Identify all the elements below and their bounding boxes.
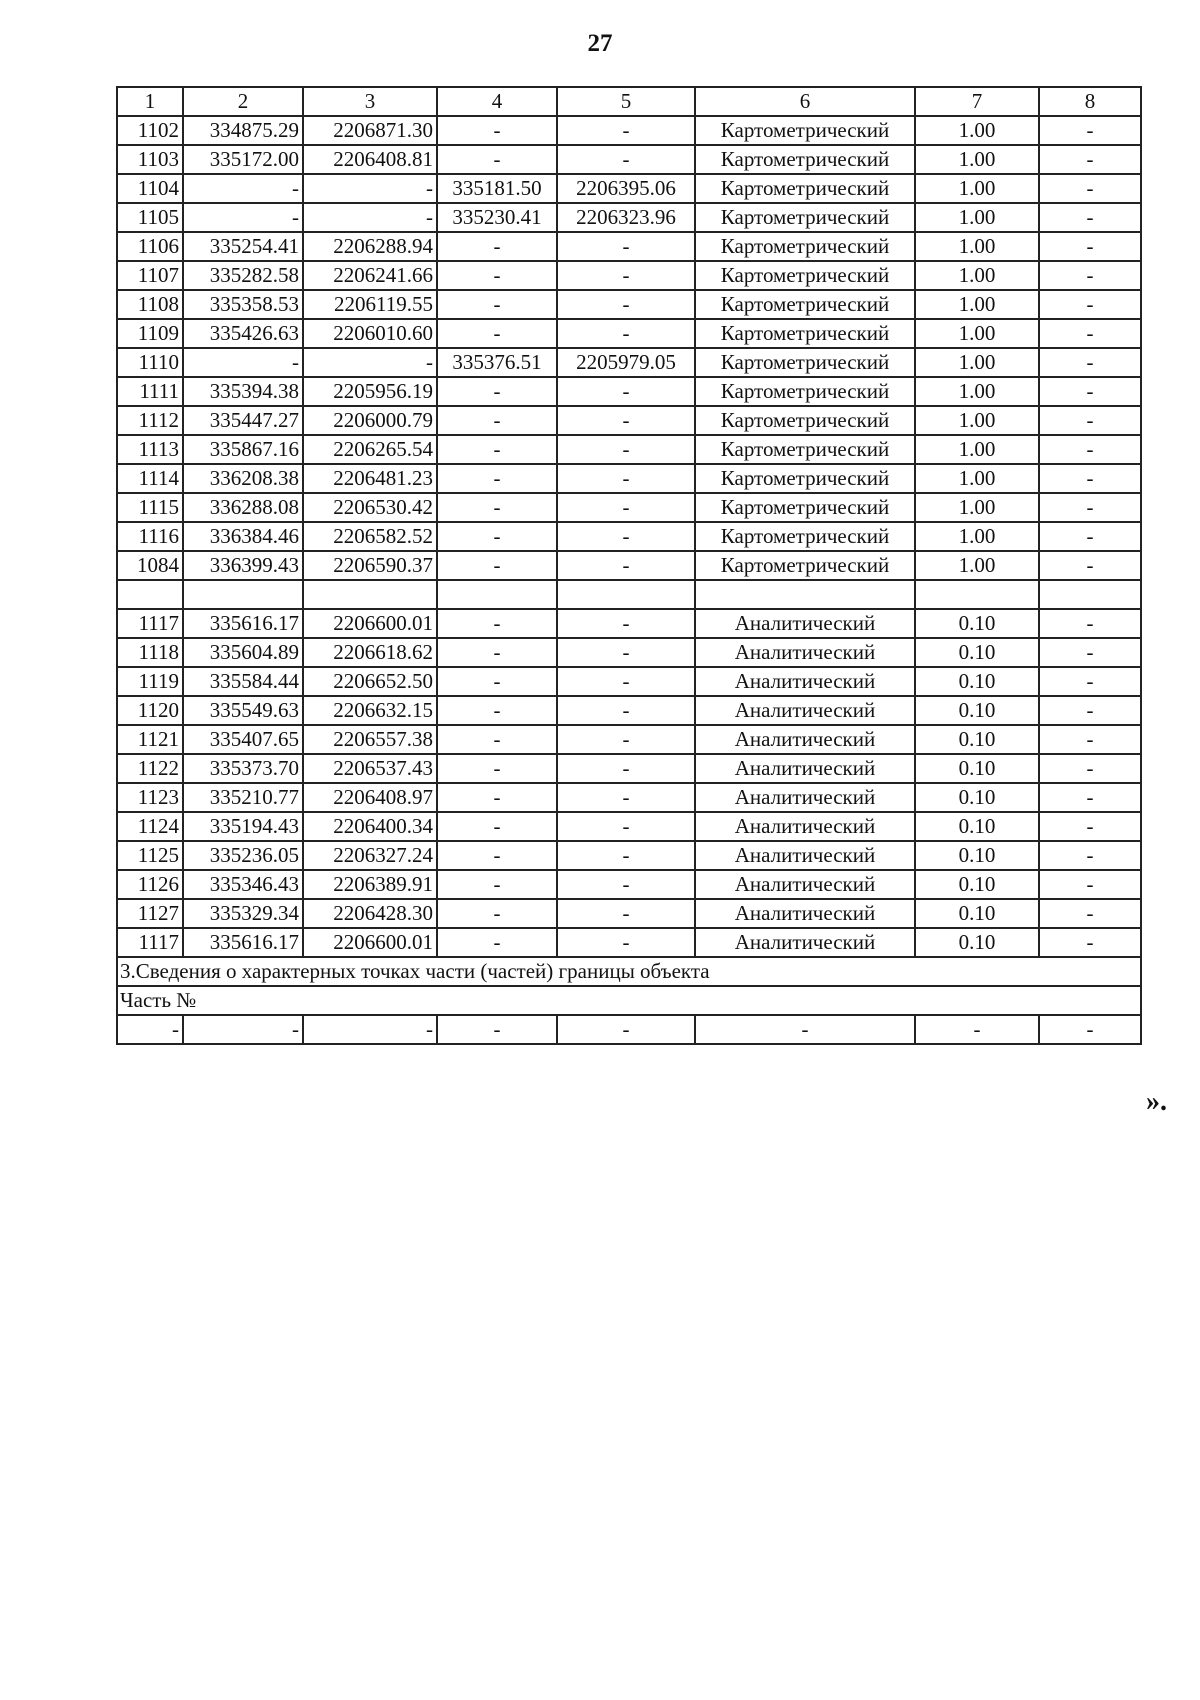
table-cell: 0.10: [915, 899, 1039, 928]
column-number-row: [117, 87, 1141, 116]
table-cell: Аналитический: [695, 812, 915, 841]
table-cell: 335604.89: [183, 638, 303, 667]
table-cell: -: [557, 435, 695, 464]
table-cell: 336384.46: [183, 522, 303, 551]
table-cell: 1112: [117, 406, 183, 435]
table-cell: 2206119.55: [303, 290, 437, 319]
table-cell: -: [1039, 232, 1141, 261]
table-cell: 1.00: [915, 319, 1039, 348]
table-cell: -: [557, 406, 695, 435]
table-cell: 335376.51: [437, 348, 557, 377]
table-cell: 335426.63: [183, 319, 303, 348]
table-cell: -: [1039, 638, 1141, 667]
table-cell: Картометрический: [695, 261, 915, 290]
table-row: [117, 377, 1141, 406]
table-cell: Картометрический: [695, 377, 915, 406]
table-cell: 2206600.01: [303, 928, 437, 957]
table-cell: -: [1039, 725, 1141, 754]
page-number: 27: [587, 30, 613, 57]
table-cell: -: [557, 464, 695, 493]
table-cell: -: [557, 696, 695, 725]
table-cell: 335210.77: [183, 783, 303, 812]
table-cell: -: [1039, 551, 1141, 580]
table-cell: 0.10: [915, 870, 1039, 899]
table-cell: 2206323.96: [557, 203, 695, 232]
table-cell: -: [695, 1015, 915, 1044]
table-cell: Картометрический: [695, 406, 915, 435]
table-cell: 1114: [117, 464, 183, 493]
table-cell: Аналитический: [695, 609, 915, 638]
table-row: [117, 145, 1141, 174]
table-cell: 2206265.54: [303, 435, 437, 464]
table-cell: -: [1039, 377, 1141, 406]
table-cell: 0.10: [915, 638, 1039, 667]
table-row: [117, 406, 1141, 435]
table-cell: 1118: [117, 638, 183, 667]
table-cell: -: [557, 522, 695, 551]
table-cell: -: [1039, 522, 1141, 551]
table-cell: Картометрический: [695, 145, 915, 174]
table-cell: Картометрический: [695, 203, 915, 232]
table-cell: -: [557, 638, 695, 667]
table-cell: -: [437, 493, 557, 522]
table-row: [117, 667, 1141, 696]
table-cell: 335236.05: [183, 841, 303, 870]
table-cell: 0.10: [915, 696, 1039, 725]
part-label: Часть №: [117, 986, 1141, 1015]
table-cell: 2206618.62: [303, 638, 437, 667]
table-row: [117, 841, 1141, 870]
table-cell: -: [437, 116, 557, 145]
table-row: [117, 696, 1141, 725]
table-cell: 2206428.30: [303, 899, 437, 928]
table-cell: -: [437, 696, 557, 725]
table-cell: 335358.53: [183, 290, 303, 319]
table-cell: -: [557, 609, 695, 638]
table-cell: -: [1039, 609, 1141, 638]
table-cell: -: [437, 435, 557, 464]
section-title-row: [117, 957, 1141, 986]
table-cell: -: [557, 812, 695, 841]
table-cell: 2206408.97: [303, 783, 437, 812]
table-cell: 1.00: [915, 174, 1039, 203]
table-cell: -: [437, 899, 557, 928]
table-cell: -: [1039, 899, 1141, 928]
table-cell: 335230.41: [437, 203, 557, 232]
table-row: [117, 203, 1141, 232]
table-cell: 2206327.24: [303, 841, 437, 870]
table-cell: 0.10: [915, 725, 1039, 754]
table-row: [117, 348, 1141, 377]
table-cell: -: [557, 493, 695, 522]
table-cell: -: [437, 145, 557, 174]
table-cell: -: [915, 1015, 1039, 1044]
table-cell: -: [437, 638, 557, 667]
table-cell: 335616.17: [183, 609, 303, 638]
table-cell: 1109: [117, 319, 183, 348]
table-cell: -: [1039, 754, 1141, 783]
header-cell: 3: [303, 87, 437, 116]
table-cell: 1103: [117, 145, 183, 174]
table-cell: 1106: [117, 232, 183, 261]
table-cell: 1123: [117, 783, 183, 812]
table-cell: -: [1039, 145, 1141, 174]
table-cell: 2205956.19: [303, 377, 437, 406]
table-cell: 1.00: [915, 145, 1039, 174]
table-cell: 2206010.60: [303, 319, 437, 348]
table-cell: -: [557, 1015, 695, 1044]
table-cell: 1102: [117, 116, 183, 145]
table-cell: 1.00: [915, 290, 1039, 319]
table-cell: 1122: [117, 754, 183, 783]
table-cell: Картометрический: [695, 464, 915, 493]
table-cell: 335867.16: [183, 435, 303, 464]
table-cell: 0.10: [915, 783, 1039, 812]
table-cell: 335616.17: [183, 928, 303, 957]
table-row: [117, 290, 1141, 319]
table-cell: -: [1039, 203, 1141, 232]
table-cell: 2206408.81: [303, 145, 437, 174]
table-cell: -: [437, 1015, 557, 1044]
table-cell: -: [437, 261, 557, 290]
table-cell: 2206241.66: [303, 261, 437, 290]
table-cell: Аналитический: [695, 638, 915, 667]
table-cell: 2206481.23: [303, 464, 437, 493]
table-cell: Картометрический: [695, 116, 915, 145]
table-cell: 1115: [117, 493, 183, 522]
table-cell: -: [557, 290, 695, 319]
table-cell: 335172.00: [183, 145, 303, 174]
table-cell: Аналитический: [695, 899, 915, 928]
table-cell: 1.00: [915, 551, 1039, 580]
table-row: [117, 870, 1141, 899]
table-cell: -: [437, 609, 557, 638]
table-cell: -: [1039, 406, 1141, 435]
table-cell: 1119: [117, 667, 183, 696]
table-cell: -: [557, 377, 695, 406]
table-cell: 335329.34: [183, 899, 303, 928]
table-cell: Аналитический: [695, 870, 915, 899]
table-cell: -: [1039, 841, 1141, 870]
table-cell: -: [303, 1015, 437, 1044]
table-cell: -: [1039, 1015, 1141, 1044]
table-cell: 1117: [117, 928, 183, 957]
table-cell: -: [183, 174, 303, 203]
table-cell: -: [1039, 812, 1141, 841]
table-cell: 2206400.34: [303, 812, 437, 841]
table-cell: -: [303, 348, 437, 377]
table-cell: 1111: [117, 377, 183, 406]
table-cell: 1125: [117, 841, 183, 870]
table-cell: Аналитический: [695, 841, 915, 870]
table-cell: Аналитический: [695, 783, 915, 812]
table-cell: -: [1039, 174, 1141, 203]
table-cell: -: [557, 667, 695, 696]
table-cell: 1124: [117, 812, 183, 841]
table-cell: [303, 580, 437, 609]
table-cell: 2206530.42: [303, 493, 437, 522]
table-cell: -: [437, 870, 557, 899]
table-cell: Аналитический: [695, 725, 915, 754]
table-cell: [117, 580, 183, 609]
table-cell: -: [437, 783, 557, 812]
table-cell: Картометрический: [695, 348, 915, 377]
table-cell: 1126: [117, 870, 183, 899]
table-cell: -: [183, 348, 303, 377]
header-cell: 7: [915, 87, 1039, 116]
table-cell: -: [183, 203, 303, 232]
table-cell: 335549.63: [183, 696, 303, 725]
table-cell: 1.00: [915, 522, 1039, 551]
table-cell: 1113: [117, 435, 183, 464]
table-cell: Картометрический: [695, 232, 915, 261]
table-cell: -: [1039, 464, 1141, 493]
table-cell: -: [1039, 870, 1141, 899]
table-row: [117, 609, 1141, 638]
table-cell: -: [437, 522, 557, 551]
table-cell: -: [437, 290, 557, 319]
table-cell: 1104: [117, 174, 183, 203]
table-cell: -: [303, 203, 437, 232]
table-cell: -: [557, 783, 695, 812]
table-cell: -: [1039, 261, 1141, 290]
section-title: 3.Сведения о характерных точках части (частей) границы объекта: [117, 957, 1141, 986]
table-row: [117, 638, 1141, 667]
table-cell: 336288.08: [183, 493, 303, 522]
table-cell: 335282.58: [183, 261, 303, 290]
table-cell: Аналитический: [695, 754, 915, 783]
table-cell: 335584.44: [183, 667, 303, 696]
table-row: [117, 116, 1141, 145]
table-row: [117, 754, 1141, 783]
table-cell: 2206000.79: [303, 406, 437, 435]
table-cell: 1.00: [915, 203, 1039, 232]
table-cell: -: [557, 232, 695, 261]
table-cell: 0.10: [915, 667, 1039, 696]
table-cell: -: [557, 870, 695, 899]
table-cell: -: [437, 841, 557, 870]
table-cell: -: [557, 145, 695, 174]
table-cell: -: [1039, 319, 1141, 348]
table-cell: -: [1039, 348, 1141, 377]
table-cell: 0.10: [915, 609, 1039, 638]
table-cell: -: [557, 261, 695, 290]
table-cell: Аналитический: [695, 928, 915, 957]
table-cell: 1.00: [915, 493, 1039, 522]
table-cell: [437, 580, 557, 609]
table-cell: [183, 580, 303, 609]
table-cell: -: [1039, 667, 1141, 696]
table-cell: 1.00: [915, 261, 1039, 290]
table-row: [117, 812, 1141, 841]
table-cell: 1105: [117, 203, 183, 232]
table-cell: -: [437, 667, 557, 696]
table-cell: 335254.41: [183, 232, 303, 261]
table-cell: 1.00: [915, 406, 1039, 435]
table-cell: -: [1039, 928, 1141, 957]
table-cell: -: [437, 464, 557, 493]
table-row: [117, 319, 1141, 348]
table-cell: -: [1039, 493, 1141, 522]
header-cell: 8: [1039, 87, 1141, 116]
table-cell: 2206632.15: [303, 696, 437, 725]
table-cell: 1108: [117, 290, 183, 319]
table-cell: 2205979.05: [557, 348, 695, 377]
table-cell: 0.10: [915, 812, 1039, 841]
table-cell: 1.00: [915, 464, 1039, 493]
table-cell: [695, 580, 915, 609]
final-row: [117, 1015, 1141, 1044]
header-cell: 2: [183, 87, 303, 116]
header-cell: 1: [117, 87, 183, 116]
table-cell: -: [303, 174, 437, 203]
table-cell: -: [557, 841, 695, 870]
table-cell: 335394.38: [183, 377, 303, 406]
table-cell: -: [437, 928, 557, 957]
closing-quote: ».: [1146, 1086, 1167, 1117]
table-cell: -: [557, 551, 695, 580]
table-cell: 1.00: [915, 377, 1039, 406]
table-row: [117, 232, 1141, 261]
table-cell: 335346.43: [183, 870, 303, 899]
table-cell: -: [557, 116, 695, 145]
table-cell: -: [1039, 290, 1141, 319]
table-body: [117, 87, 1141, 1044]
table-cell: -: [557, 899, 695, 928]
table-cell: Картометрический: [695, 290, 915, 319]
table-cell: 2206557.38: [303, 725, 437, 754]
table-row: [117, 493, 1141, 522]
table-cell: 335181.50: [437, 174, 557, 203]
table-row: [117, 725, 1141, 754]
table-cell: 1.00: [915, 348, 1039, 377]
table-cell: -: [1039, 116, 1141, 145]
table-cell: 1116: [117, 522, 183, 551]
table-cell: Картометрический: [695, 551, 915, 580]
table-cell: -: [437, 406, 557, 435]
table-cell: 2206389.91: [303, 870, 437, 899]
table-cell: 2206871.30: [303, 116, 437, 145]
table-cell: 2206652.50: [303, 667, 437, 696]
table-cell: 1110: [117, 348, 183, 377]
part-label-row: [117, 986, 1141, 1015]
table-cell: -: [437, 232, 557, 261]
table-row: [117, 928, 1141, 957]
table-cell: -: [437, 812, 557, 841]
table-cell: 2206395.06: [557, 174, 695, 203]
table-cell: -: [437, 725, 557, 754]
table-cell: Картометрический: [695, 435, 915, 464]
table-row: [117, 551, 1141, 580]
table-cell: 1120: [117, 696, 183, 725]
table-cell: 1084: [117, 551, 183, 580]
table-cell: Аналитический: [695, 696, 915, 725]
header-cell: 4: [437, 87, 557, 116]
table-cell: 2206288.94: [303, 232, 437, 261]
table-cell: 2206590.37: [303, 551, 437, 580]
table-cell: -: [557, 928, 695, 957]
table-cell: Аналитический: [695, 667, 915, 696]
table-cell: -: [1039, 435, 1141, 464]
table-cell: 335373.70: [183, 754, 303, 783]
table-cell: -: [1039, 783, 1141, 812]
table-cell: 2206537.43: [303, 754, 437, 783]
table-cell: 336399.43: [183, 551, 303, 580]
table-cell: Картометрический: [695, 319, 915, 348]
table-row: [117, 783, 1141, 812]
table-cell: 0.10: [915, 841, 1039, 870]
table-cell: 0.10: [915, 928, 1039, 957]
header-cell: 5: [557, 87, 695, 116]
table-row: [117, 464, 1141, 493]
table-cell: [557, 580, 695, 609]
table-cell: 2206600.01: [303, 609, 437, 638]
table-cell: 1.00: [915, 116, 1039, 145]
table-cell: Картометрический: [695, 522, 915, 551]
table-cell: -: [557, 754, 695, 783]
table-cell: -: [117, 1015, 183, 1044]
table-row: [117, 899, 1141, 928]
table-cell: -: [437, 319, 557, 348]
table-cell: 334875.29: [183, 116, 303, 145]
table-cell: -: [183, 1015, 303, 1044]
table-cell: 1107: [117, 261, 183, 290]
table-cell: 1.00: [915, 232, 1039, 261]
table-cell: -: [557, 725, 695, 754]
table-cell: -: [557, 319, 695, 348]
table-cell: 1.00: [915, 435, 1039, 464]
table-cell: [915, 580, 1039, 609]
table-row: [117, 261, 1141, 290]
table-cell: 335194.43: [183, 812, 303, 841]
table-cell: -: [437, 754, 557, 783]
coordinates-table: [116, 86, 1142, 1045]
table-cell: 336208.38: [183, 464, 303, 493]
table-cell: [1039, 580, 1141, 609]
table-row: [117, 174, 1141, 203]
table-row: [117, 522, 1141, 551]
table-cell: -: [437, 377, 557, 406]
header-cell: 6: [695, 87, 915, 116]
table-row: [117, 580, 1141, 609]
table-cell: -: [1039, 696, 1141, 725]
table-cell: 335447.27: [183, 406, 303, 435]
table-cell: 0.10: [915, 754, 1039, 783]
table-cell: 1117: [117, 609, 183, 638]
table-cell: 335407.65: [183, 725, 303, 754]
table-cell: -: [437, 551, 557, 580]
table-row: [117, 435, 1141, 464]
table-cell: 1121: [117, 725, 183, 754]
table-cell: Картометрический: [695, 493, 915, 522]
table-cell: 1127: [117, 899, 183, 928]
table-cell: Картометрический: [695, 174, 915, 203]
table-cell: 2206582.52: [303, 522, 437, 551]
